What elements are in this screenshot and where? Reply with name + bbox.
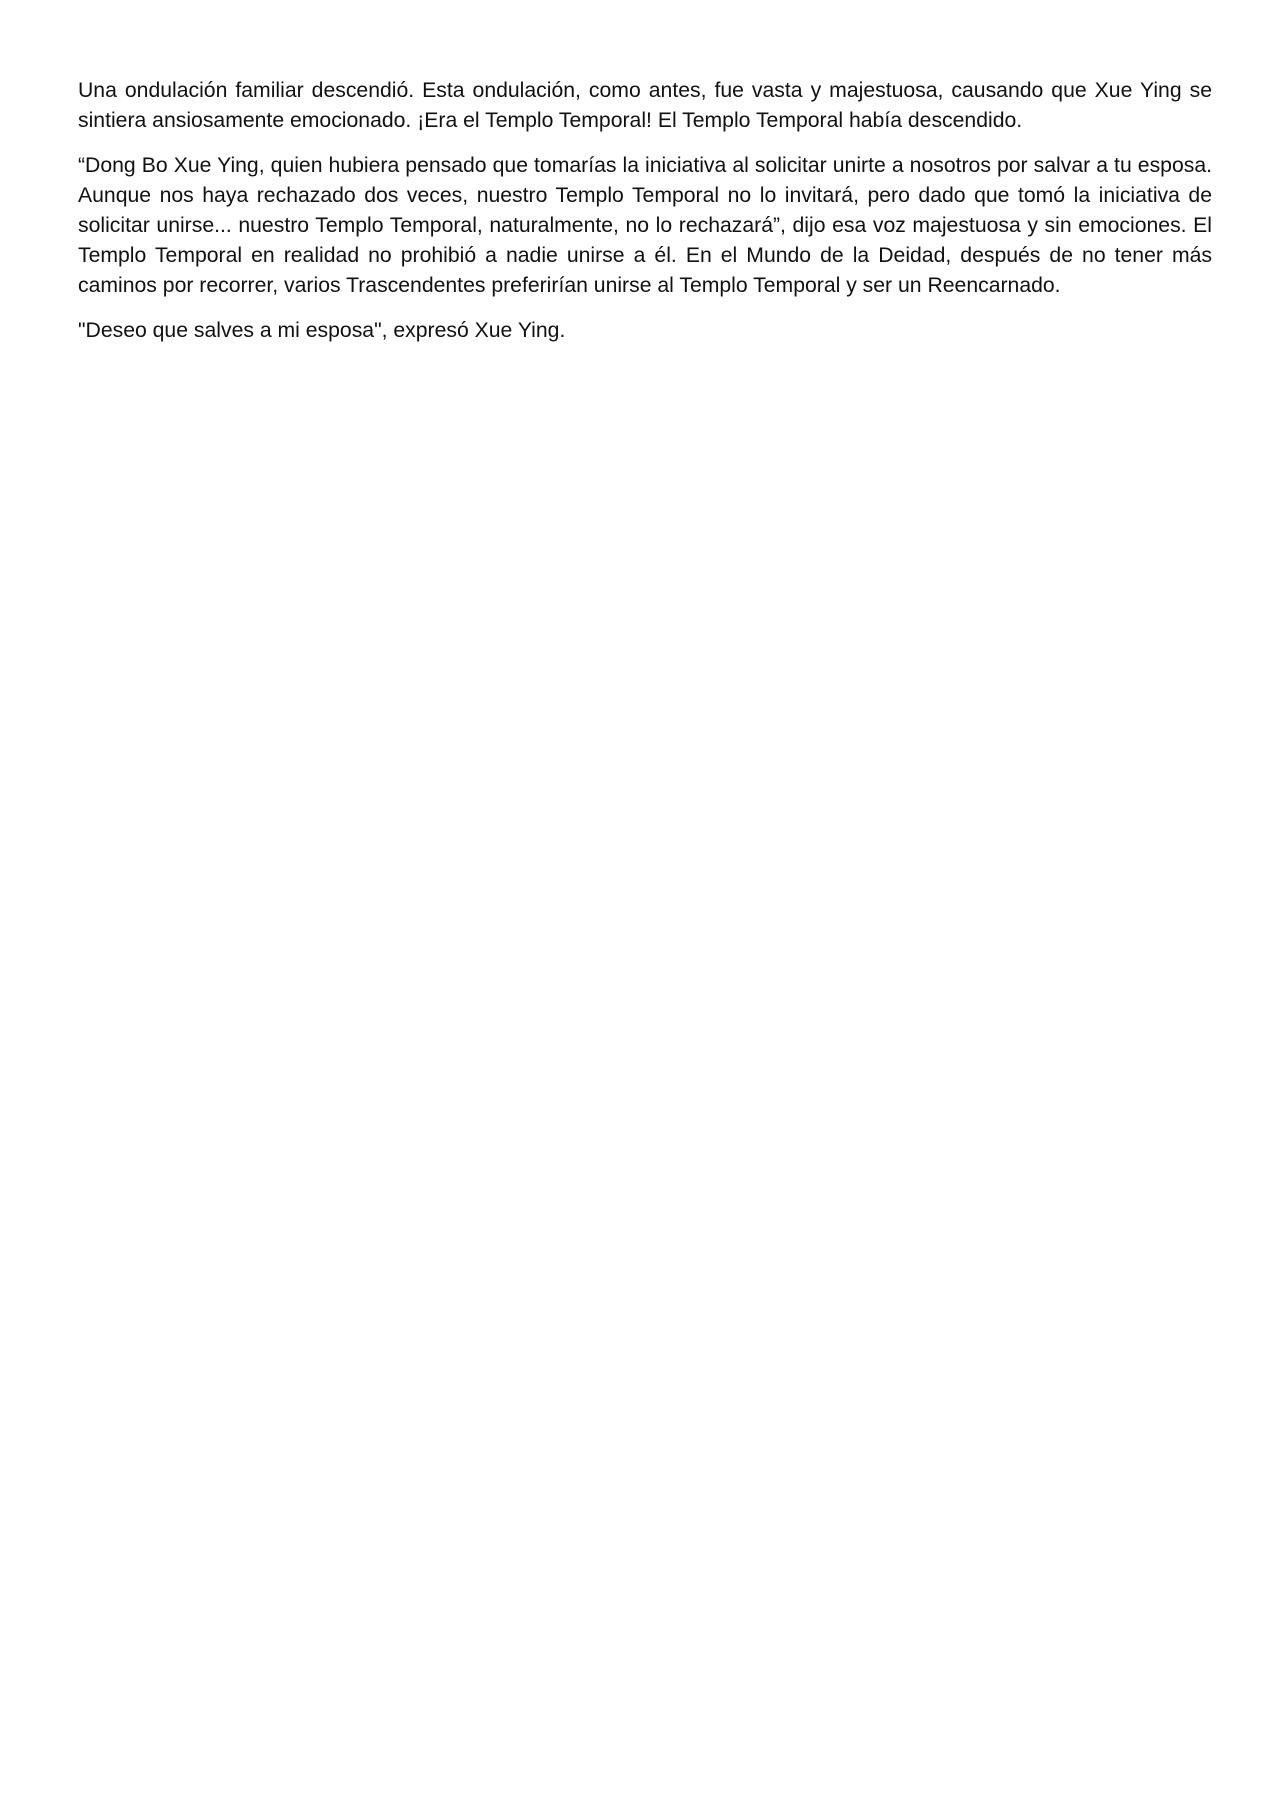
paragraph-2: “Dong Bo Xue Ying, quien hubiera pensado que tomarías la iniciativa al solicitar unirte a nosotros por salvar a tu esposa. Aunque nos haya rechazado dos veces, nuestro Templo Temporal no lo invitará, pero dado que tomó la iniciativa de solicitar unirse... nuestro Templo Temporal, naturalmente, no lo rechazará”, dijo esa voz majestuosa y sin emociones. El Templo Temporal en realidad no prohibió a nadie unirse a él. En el Mundo de la Deidad, después de no tener más caminos por recorrer, varios Trascendentes preferirían unirse al Templo Temporal y ser un Reencarnado. (78, 154, 1212, 297)
paragraph-1: Una ondulación familiar descendió. Esta ondulación, como antes, fue vasta y majestuosa, causando que Xue Ying se sintiera ansiosamente emocionado. ¡Era el Templo Temporal! El Templo Temporal había descendido. (78, 79, 1212, 132)
document-body (78, 76, 1212, 361)
paragraph-3: "Deseo que salves a mi esposa", expresó Xue Ying. (78, 319, 566, 342)
